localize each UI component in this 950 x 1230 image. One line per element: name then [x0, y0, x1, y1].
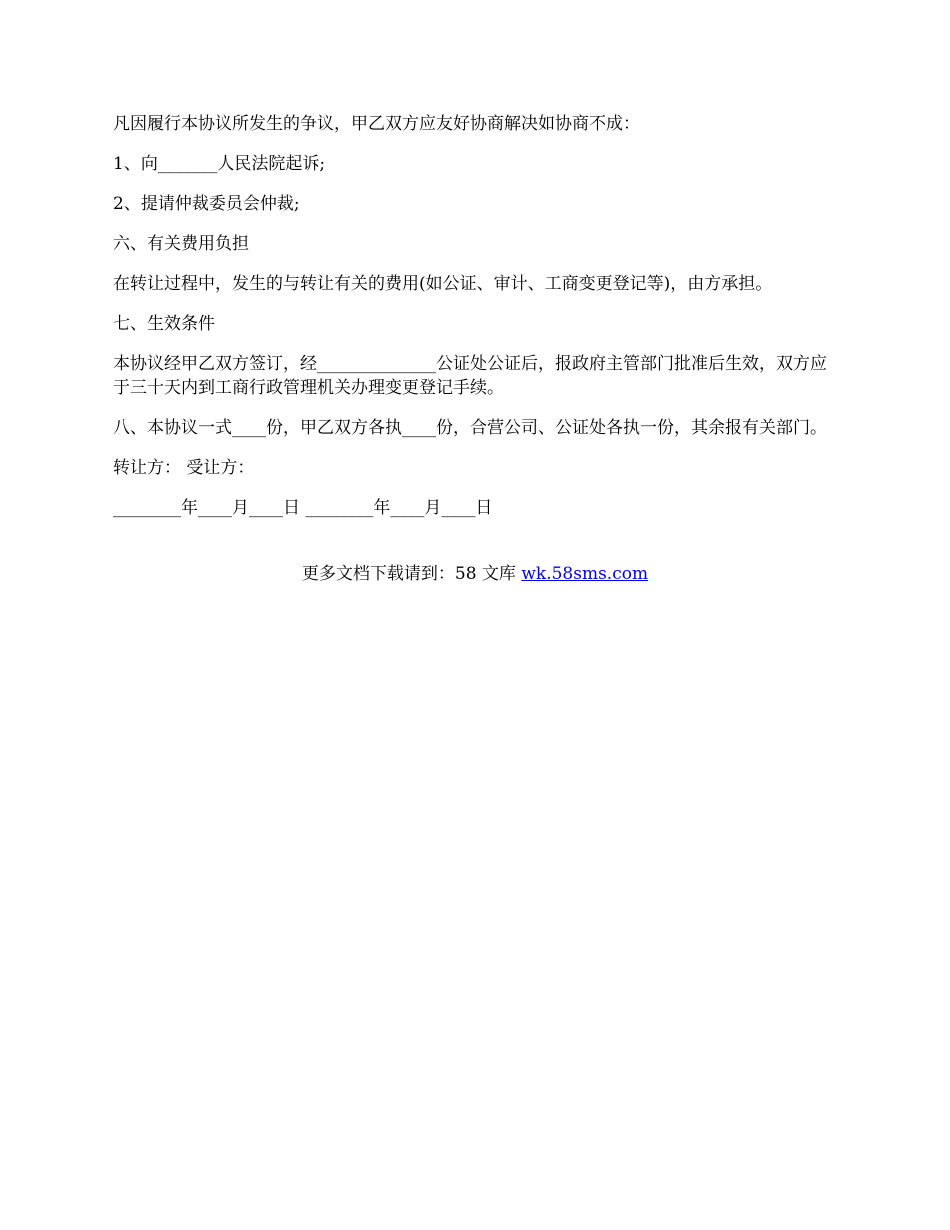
download-footer — [0, 562, 950, 586]
section-heading-fees: 六、有关费用负担 — [113, 234, 249, 254]
footer-link[interactable]: wk.58sms.com — [521, 564, 649, 584]
copies-clause: 八、本协议一式____份，甲乙双方各执____份，合营公司、公证处各执一份，其余报有关部门。 — [113, 418, 827, 438]
footer-text: 更多文档下载请到：58 文库 — [301, 564, 522, 584]
fees-clause: 在转让过程中，发生的与转让有关的费用(如公证、审计、工商变更登记等)，由方承担。 — [113, 274, 773, 294]
signature-dates: ________年____月____日 ________年____月____日 — [113, 498, 493, 518]
dispute-clause: 凡因履行本协议所发生的争议，甲乙双方应友好协商解决如协商不成： — [113, 114, 640, 134]
document-body — [113, 112, 843, 536]
court-option: 1、向_______人民法院起诉; — [113, 154, 326, 174]
signature-parties: 转让方： 受让方： — [113, 458, 255, 478]
arbitration-option: 2、提请仲裁委员会仲裁; — [113, 194, 300, 214]
effective-clause: 本协议经甲乙双方签订，经______________公证处公证后，报政府主管部门批准后生效，双方应于三十天内到工商行政管理机关办理变更登记手续。 — [113, 354, 827, 398]
section-heading-effective: 七、生效条件 — [113, 314, 215, 334]
